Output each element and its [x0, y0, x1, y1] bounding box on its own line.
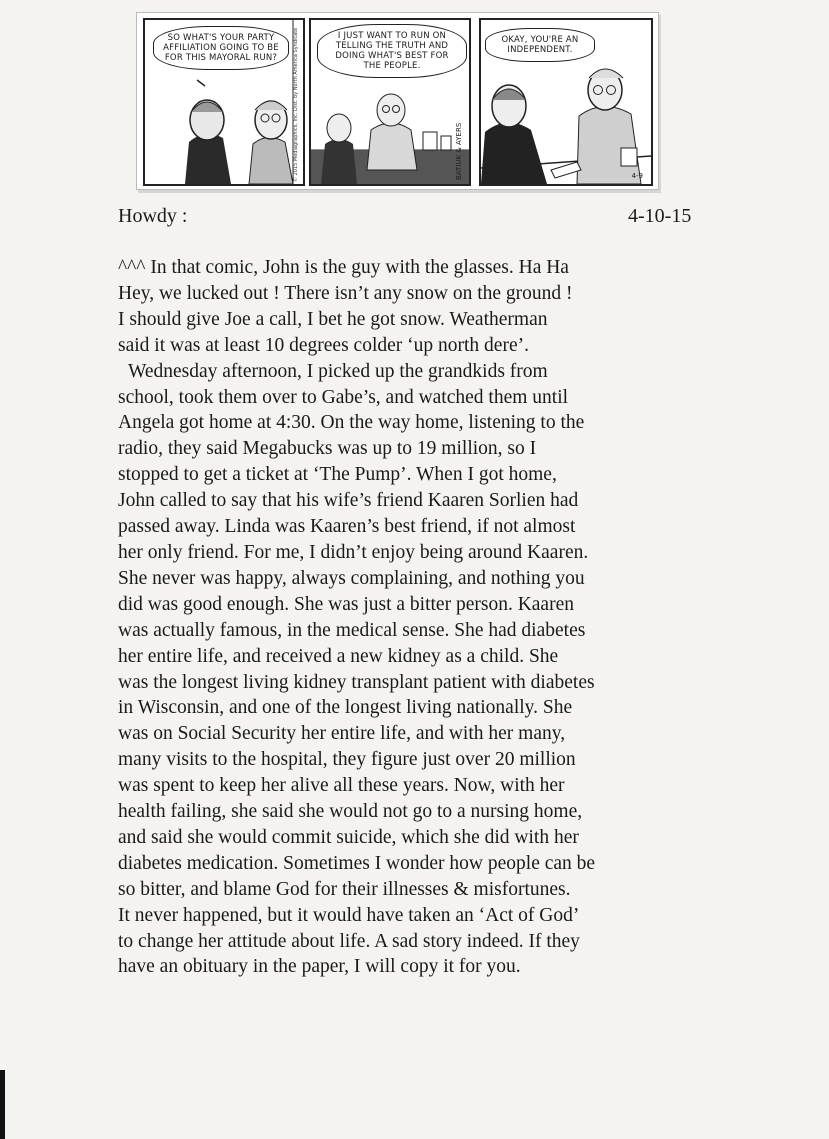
letter-line: was the longest living kidney transplant patient with diabetes [118, 671, 595, 693]
letter-line: to change her attitude about life. A sad story indeed. If they [118, 930, 580, 952]
letter-line: passed away. Linda was Kaaren’s best friend, if not almost [118, 516, 576, 538]
letter-line: in Wisconsin, and one of the longest living nationally. She [118, 697, 573, 719]
letter-line: was spent to keep her alive all these years. Now, with her [118, 775, 565, 797]
letter-body [118, 255, 718, 980]
letter-line: Wednesday afternoon, I picked up the grandkids from [128, 360, 548, 382]
comic-strip [136, 12, 659, 190]
letter-line: school, took them over to Gabe’s, and watched them until [118, 386, 569, 408]
letter-date: 4-10-15 [628, 205, 692, 227]
speech-bubble: I JUST WANT TO RUN ON TELLING THE TRUTH AND DOING WHAT'S BEST FOR THE PEOPLE. [317, 24, 467, 78]
letter-line: diabetes medication. Sometimes I wonder how people can be [118, 852, 596, 874]
letter-line: John called to say that his wife’s friend Kaaren Sorlien had [118, 490, 579, 512]
letter-line: so bitter, and blame God for their illnesses & misfortunes. [118, 878, 571, 900]
strip-date: 4-9 [631, 172, 643, 180]
greeting: Howdy : [118, 205, 188, 227]
comic-panel-3 [479, 18, 653, 186]
comic-panel-2 [309, 18, 471, 186]
letter-line: radio, they said Megabucks was up to 19 million, so I [118, 438, 537, 460]
letter-line: was actually famous, in the medical sense. She had diabetes [118, 619, 586, 641]
letter-line: said it was at least 10 degrees colder ‘up north dere’. [118, 334, 529, 356]
letter-line: Hey, we lucked out ! There isn’t any snow on the ground ! [118, 282, 573, 304]
letter-line: and said she would commit suicide, which she did with her [118, 826, 579, 848]
artist-signature: BATIUK & AYERS [455, 122, 463, 180]
letter-line: She never was happy, always complaining, and nothing you [118, 567, 585, 589]
speech-bubble: SO WHAT'S YOUR PARTY AFFILIATION GOING TO BE FOR THIS MAYORAL RUN? [153, 26, 289, 70]
letter-line: many visits to the hospital, they figure just over 20 million [118, 749, 576, 771]
letter-line: stopped to get a ticket at ‘The Pump’. When I got home, [118, 464, 557, 486]
letter-line: her entire life, and received a new kidney as a child. She [118, 645, 559, 667]
letter-line: It never happened, but it would have taken an ‘Act of God’ [118, 904, 580, 926]
copyright-notice: © 2015 Mediagraphics, Inc. Dist. by North America Syndicate [293, 27, 299, 182]
letter-line: did was good enough. She was just a bitter person. Kaaren [118, 593, 574, 615]
letter-line: her only friend. For me, I didn’t enjoy being around Kaaren. [118, 541, 589, 563]
letter-line: I should give Joe a call, I bet he got snow. Weatherman [118, 308, 548, 330]
scan-edge-mark [0, 1070, 5, 1139]
speech-bubble: OKAY, YOU'RE AN INDEPENDENT. [485, 28, 595, 62]
letter-line: health failing, she said she would not go to a nursing home, [118, 801, 583, 823]
letter-line: was on Social Security her entire life, and with her many, [118, 723, 566, 745]
letter-line: Angela got home at 4:30. On the way home, listening to the [118, 412, 585, 434]
letter-line: ^^^ In that comic, John is the guy with the glasses. Ha Ha [118, 257, 569, 278]
letter-line: have an obituary in the paper, I will copy it for you. [118, 956, 521, 978]
comic-panel-1 [143, 18, 305, 186]
